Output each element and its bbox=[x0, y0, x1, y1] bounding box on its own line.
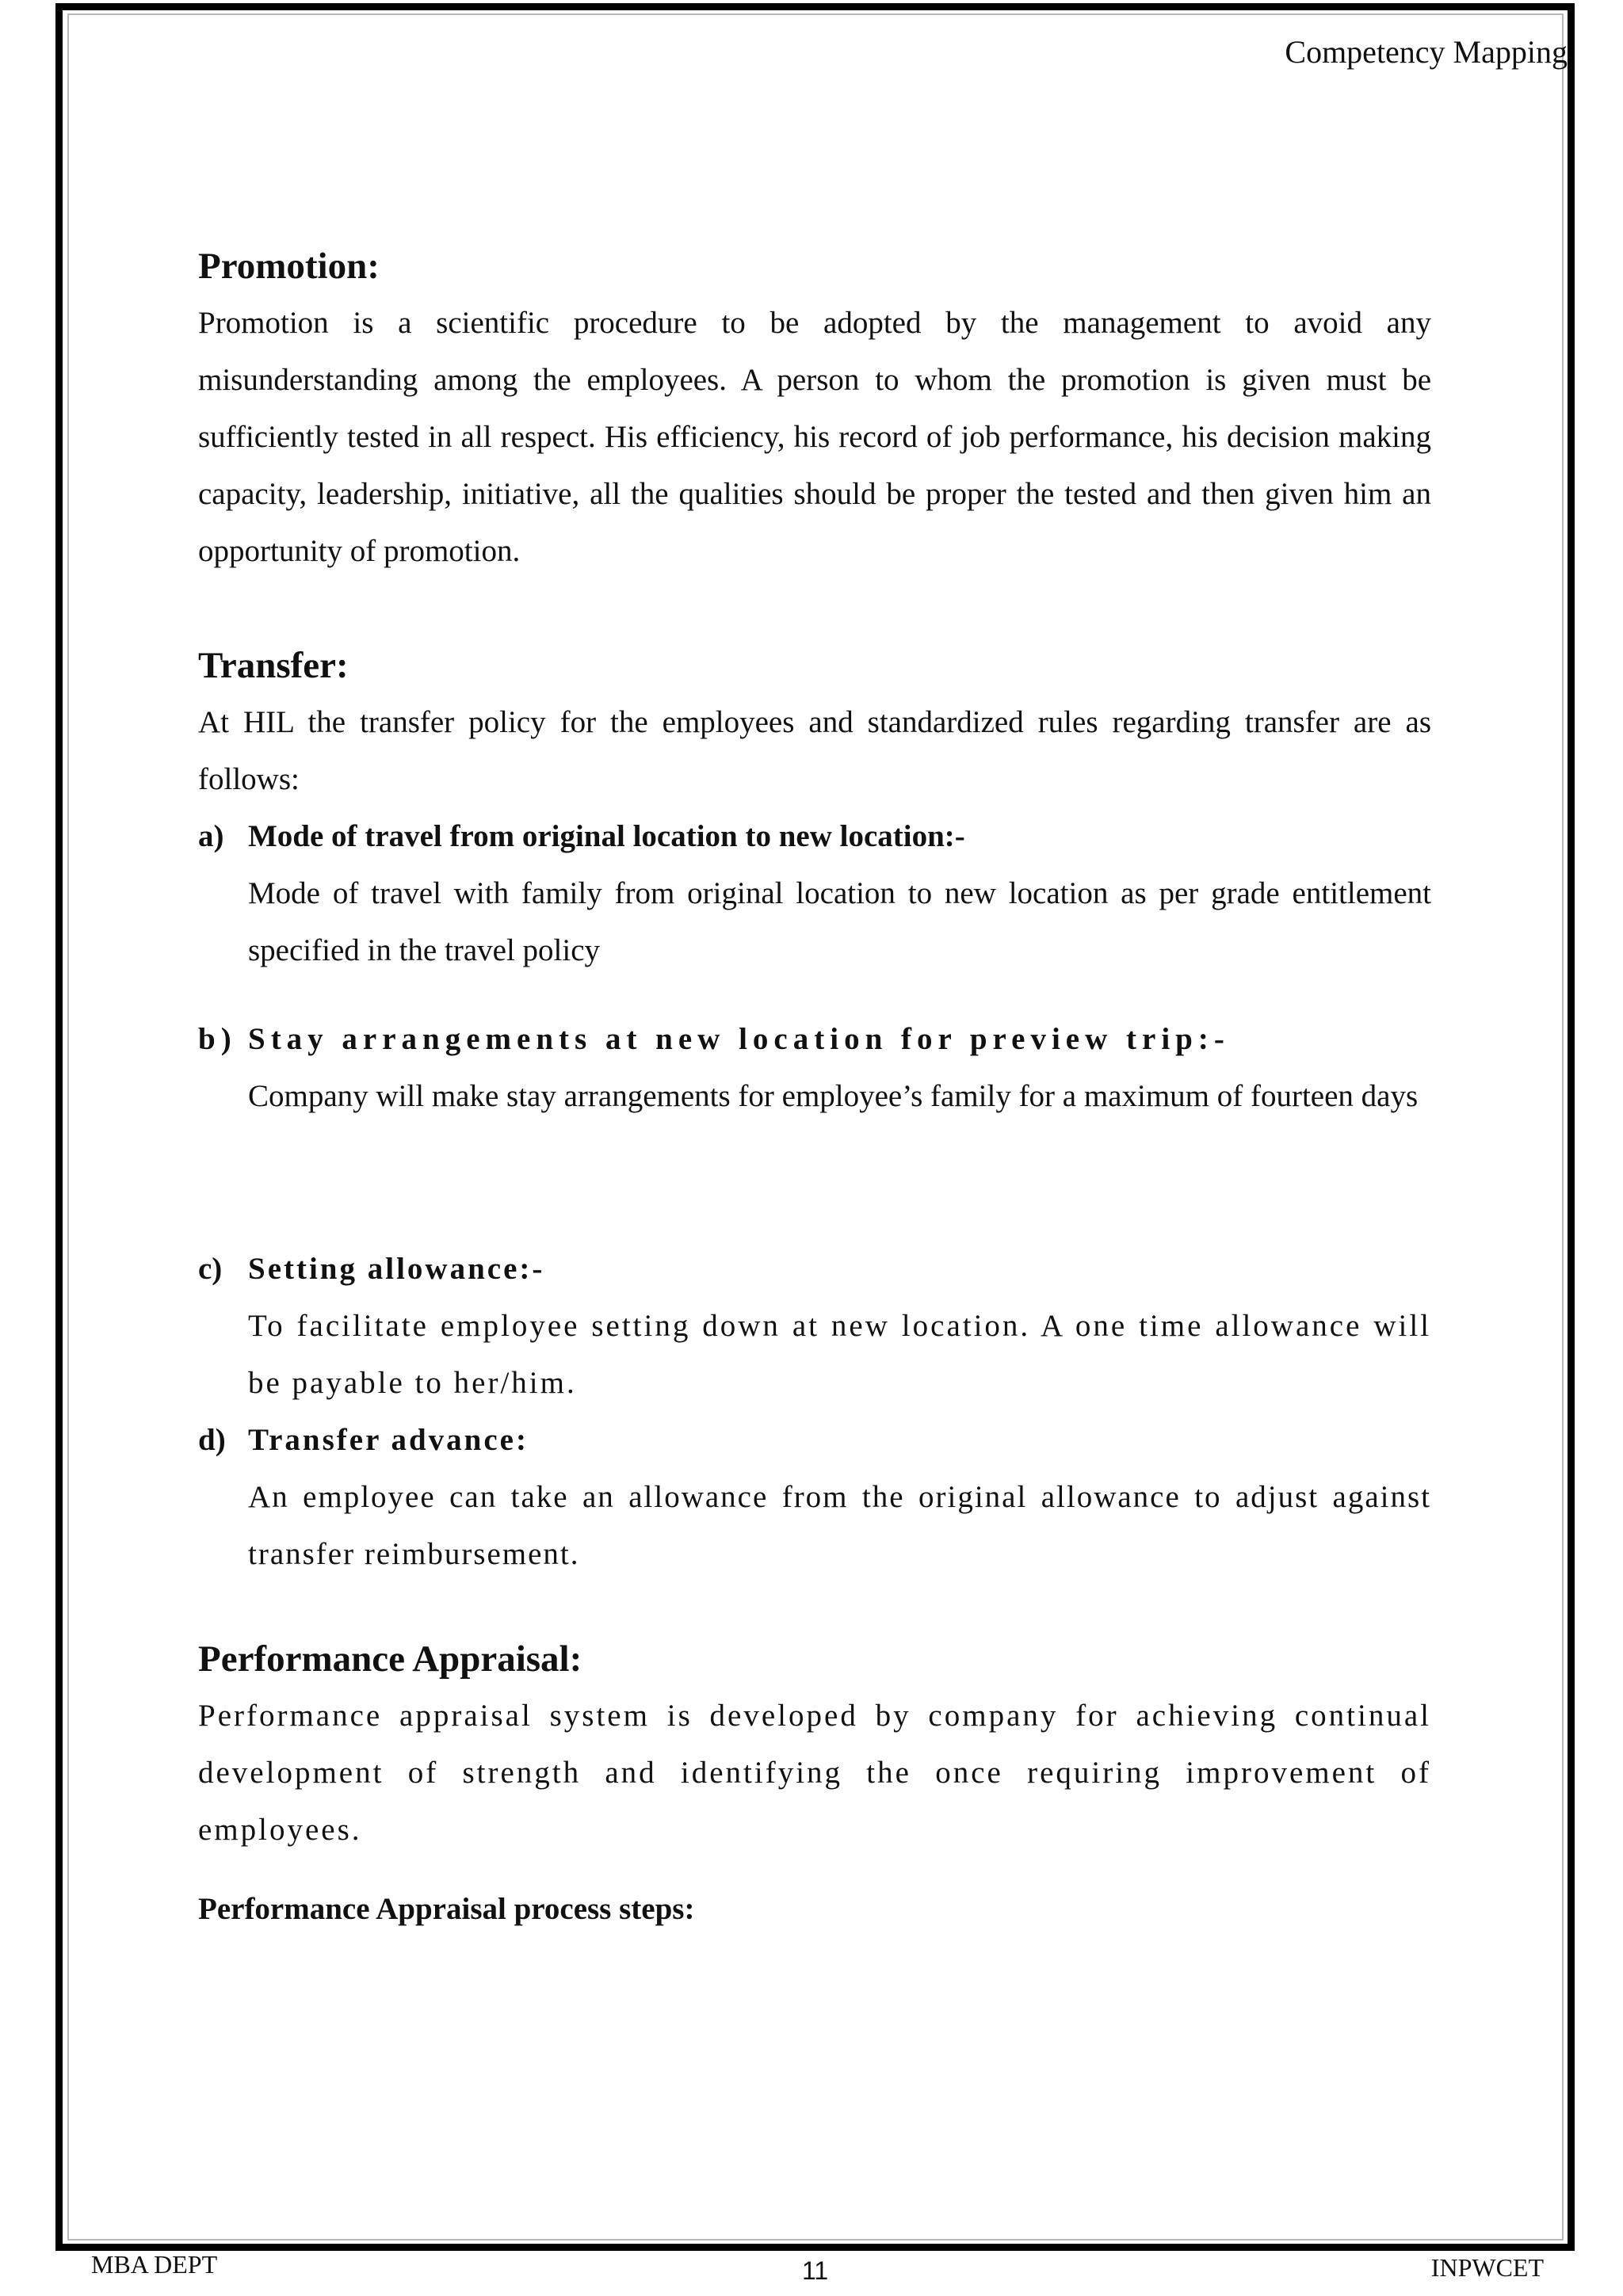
list-marker: d) bbox=[198, 1423, 226, 1457]
list-marker: b) bbox=[198, 1022, 237, 1056]
transfer-section bbox=[198, 637, 1431, 1583]
page-number: 11 bbox=[802, 2256, 829, 2285]
list-item-title: Setting allowance:- bbox=[248, 1252, 545, 1286]
transfer-intro: At HIL the transfer policy for the employees and standardized rules regarding transfer are as follows: bbox=[198, 705, 1431, 796]
list-item-title: Stay arrangements at new location for preview trip:- bbox=[248, 1022, 1230, 1056]
promotion-paragraph: Promotion is a scientific procedure to be adopted by the management to avoid any misunderstanding among the employees. A person to whom the promotion is given must be sufficiently tested in all respect. His efficiency, his record of job performance, his decision making capacity, leadership, initiative, all the qualities should be proper the tested and then given him an opportunity of promotion. bbox=[198, 306, 1431, 568]
list-item-title: Transfer advance: bbox=[248, 1423, 529, 1457]
list-marker: a) bbox=[198, 819, 224, 853]
list-item-body: To facilitate employee setting down at new location. A one time allowance will be payable to her/him. bbox=[248, 1309, 1431, 1400]
list-item-body: Mode of travel with family from original location to new location as per grade entitlement specified in the travel policy bbox=[248, 876, 1431, 967]
list-item bbox=[198, 1412, 1431, 1583]
appraisal-section bbox=[198, 1630, 1431, 1938]
list-marker: c) bbox=[198, 1252, 223, 1286]
promotion-heading: Promotion: bbox=[198, 246, 380, 287]
appraisal-heading: Performance Appraisal: bbox=[198, 1638, 582, 1680]
appraisal-paragraph: Performance appraisal system is developed by company for achieving continual development of strength and identifying the once requiring improvement of employees. bbox=[198, 1699, 1431, 1847]
running-header: Competency Mapping bbox=[1285, 34, 1568, 70]
transfer-heading: Transfer: bbox=[198, 645, 349, 686]
page-content bbox=[198, 238, 1431, 1938]
list-item-body: An employee can take an allowance from the original allowance to adjust against transfer reimbursement. bbox=[248, 1480, 1431, 1571]
list-item bbox=[198, 808, 1431, 979]
appraisal-steps-heading: Performance Appraisal process steps: bbox=[198, 1892, 695, 1926]
list-item bbox=[198, 1241, 1431, 1412]
footer-institution: INPWCET bbox=[1430, 2253, 1544, 2282]
list-item-body: Company will make stay arrangements for employee’s family for a maximum of fourteen days bbox=[248, 1079, 1419, 1113]
footer-department: MBA DEPT bbox=[91, 2250, 218, 2279]
transfer-rules-list bbox=[198, 808, 1431, 1583]
list-item bbox=[198, 1011, 1431, 1125]
list-item-title: Mode of travel from original location to new location:- bbox=[248, 819, 965, 853]
promotion-section bbox=[198, 238, 1431, 580]
